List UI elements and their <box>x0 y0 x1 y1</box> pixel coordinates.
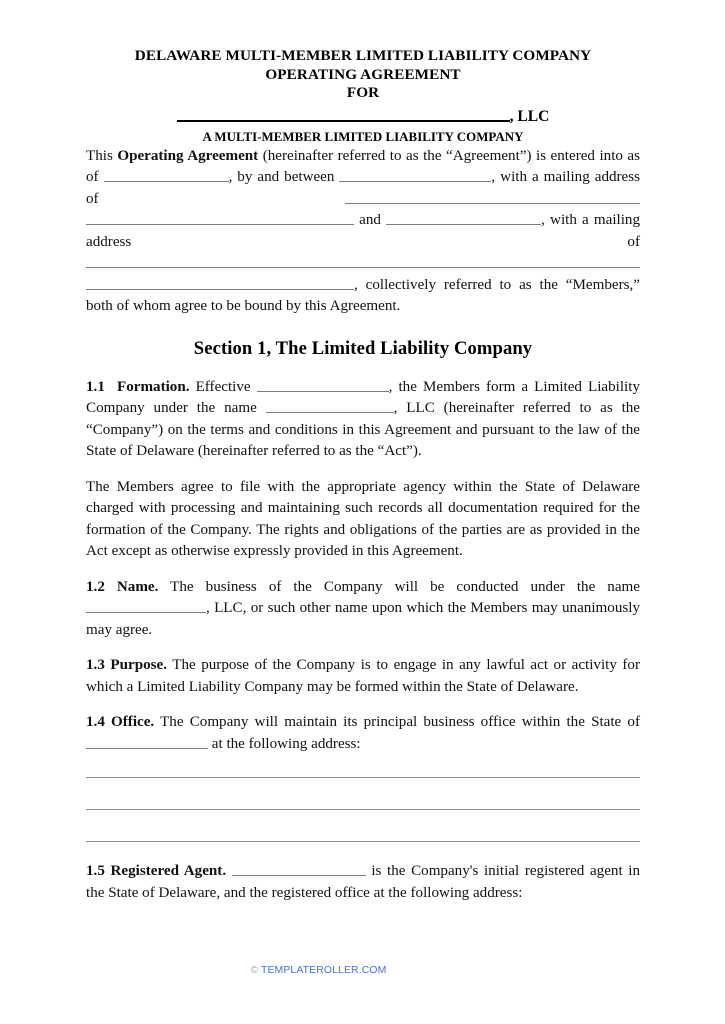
agreement-date-blank[interactable] <box>104 169 229 182</box>
clause-1-1-formation <box>86 377 640 463</box>
intro-text-6: , with a mailing address of <box>86 212 640 250</box>
clause-1-3-title: Purpose. <box>110 657 167 673</box>
member-two-address-blank-line2[interactable] <box>86 277 354 290</box>
clause-1-1-number: 1.1 <box>86 378 105 395</box>
clause-1-2-text-1: The business of the Company will be conducted under the name <box>158 578 640 595</box>
company-name-blank-1-1[interactable] <box>266 400 394 413</box>
watermark-text: TEMPLATEROLLER.COM <box>260 965 387 976</box>
intro-text-1: This <box>86 147 118 164</box>
templateroller-watermark <box>0 965 725 976</box>
document-subtitle: A MULTI-MEMBER LIMITED LIABILITY COMPANY <box>202 129 524 144</box>
clause-1-5-number: 1.5 <box>86 863 105 879</box>
member-two-address-blank-line1[interactable] <box>86 255 640 268</box>
intro-text-5: and <box>354 212 387 228</box>
address-blank-line-3[interactable] <box>86 841 640 842</box>
intro-text-4: , with a mailing address of <box>86 169 641 207</box>
clause-1-5-text-2: is the Company's initial registered agent in the State of Delaware, and the registered office at the following address: <box>86 863 640 901</box>
company-name-suffix: , LLC <box>509 107 550 125</box>
title-line-3: FOR <box>346 84 380 101</box>
company-name-blank[interactable] <box>177 107 510 122</box>
company-name-title-row <box>86 106 640 128</box>
clause-1-4-text-1: The Company will maintain its principal business office within the State of <box>154 714 640 730</box>
section-1-heading: Section 1, The Limited Liability Company <box>193 337 533 359</box>
clause-1-2-text-2: , LLC, or such other name upon which the Members may unanimously may agree. <box>86 600 640 638</box>
address-blank-line-2[interactable] <box>86 809 640 810</box>
intro-text-2: (hereinafter referred to as the “Agreement”) is entered into as of <box>86 147 640 185</box>
clause-1-4-office <box>86 712 640 755</box>
operating-agreement-term: Operating Agreement <box>117 147 259 164</box>
member-one-name-blank[interactable] <box>339 169 491 182</box>
member-one-address-blank-line1[interactable] <box>345 191 640 204</box>
clause-1-1-text-1: Effective <box>189 378 257 395</box>
intro-text-7: , collectively referred to as the “Members,” both of whom agree to be bound by this Agreement. <box>86 276 640 314</box>
company-name-blank-1-2[interactable] <box>86 600 206 613</box>
title-line-1: DELAWARE MULTI-MEMBER LIMITED LIABILITY COMPANY <box>134 47 592 64</box>
clause-1-5-title: Registered Agent. <box>110 863 227 879</box>
clause-1-3-text-1: The purpose of the Company is to engage in any lawful act or activity for which a Limited Liability Company may be formed within the State of Delaware. <box>86 657 640 695</box>
member-two-name-blank[interactable] <box>386 212 541 225</box>
clause-1-4-number: 1.4 <box>86 714 105 730</box>
clause-1-5-registered-agent <box>86 861 640 904</box>
registered-agent-blank[interactable] <box>232 863 366 876</box>
clause-1-2-title: Name. <box>116 578 159 595</box>
clause-1-1-text-2: , the Members form a Limited Liability Company under the name <box>86 378 640 416</box>
clause-1-1-title: Formation. <box>116 378 190 395</box>
intro-text-3: , by and between <box>228 169 340 185</box>
clause-1-2-name <box>86 577 640 642</box>
member-one-address-blank-line2[interactable] <box>86 212 354 225</box>
effective-date-blank[interactable] <box>257 379 389 392</box>
clause-1-2-number: 1.2 <box>86 578 105 595</box>
clause-1-3-purpose <box>86 655 640 698</box>
clause-1-4-title: Office. <box>111 714 155 730</box>
intro-paragraph <box>86 146 640 318</box>
office-address-blank-lines <box>86 777 640 842</box>
document-content <box>86 47 640 904</box>
clause-1-3-number: 1.3 <box>86 657 105 673</box>
clause-1-4-text-2: at the following address: <box>208 735 361 752</box>
office-state-blank[interactable] <box>86 736 208 749</box>
document-title-block <box>86 47 640 146</box>
address-blank-line-1[interactable] <box>86 777 640 778</box>
clause-1-1-text-3: , LLC (hereinafter referred to as the “Company”) on the terms and conditions in this Agreement and pursuant to the law of the State of Delaware (hereinafter referred to as the “Act”). <box>86 400 641 459</box>
title-line-2: OPERATING AGREEMENT <box>265 65 461 83</box>
copyright-icon: © <box>250 965 259 976</box>
members-filing-paragraph: The Members agree to file with the appropriate agency within the State of Delaware charged with processing and maintaining such records all documentation required for the formation of the Company. The rights and obligations of the parties are as provided in the Act except as otherwise expressly provided in this Agreement. <box>86 478 640 559</box>
